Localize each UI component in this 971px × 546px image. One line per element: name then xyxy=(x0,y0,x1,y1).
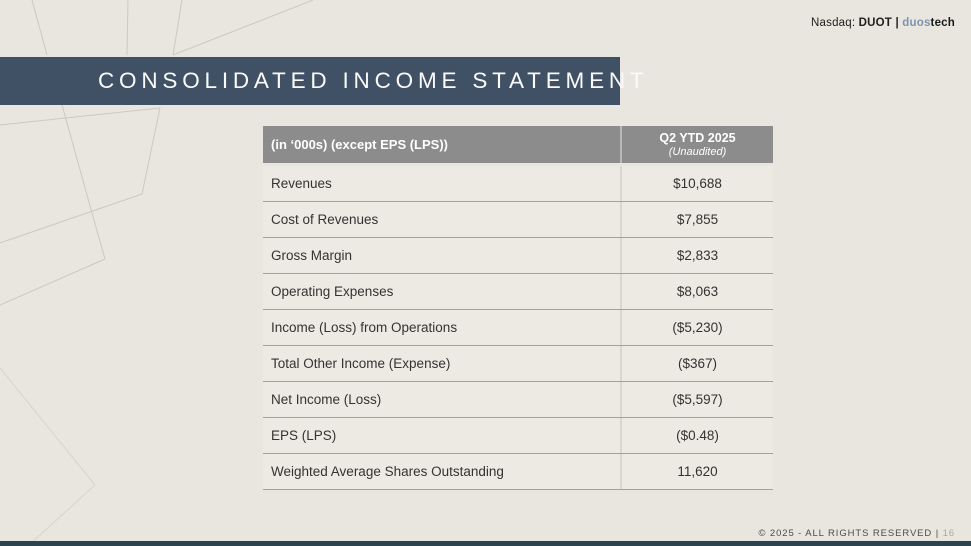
bottom-accent-bar xyxy=(0,541,971,546)
table-body xyxy=(263,166,773,490)
table-row xyxy=(263,202,773,238)
ticker-separator: | xyxy=(892,17,903,29)
table-row xyxy=(263,310,773,346)
row-value: ($0.48) xyxy=(620,418,773,453)
unaudited-note: (Unaudited) xyxy=(668,145,727,158)
table-row xyxy=(263,166,773,202)
row-value: ($5,230) xyxy=(620,310,773,345)
income-statement-table xyxy=(263,126,773,490)
ticker-line xyxy=(811,17,955,29)
row-label: Total Other Income (Expense) xyxy=(271,356,451,371)
row-value: $2,833 xyxy=(620,238,773,273)
row-value: 11,620 xyxy=(620,454,773,489)
brand-logo-duos: duos xyxy=(902,17,931,29)
table-header-label-col: (in ‘000s) (except EPS (LPS)) xyxy=(271,137,448,152)
row-label: Net Income (Loss) xyxy=(271,392,382,407)
copyright-text: © 2025 - ALL RIGHTS RESERVED | xyxy=(758,528,943,539)
page-title: CONSOLIDATED INCOME STATEMENT xyxy=(98,68,649,93)
table-row xyxy=(263,346,773,382)
table-row xyxy=(263,418,773,454)
row-value: $7,855 xyxy=(620,202,773,237)
row-label: Weighted Average Shares Outstanding xyxy=(271,464,504,479)
table-row xyxy=(263,454,773,490)
row-label: Income (Loss) from Operations xyxy=(271,320,458,335)
title-banner xyxy=(0,57,649,105)
brand-logo-tech: tech xyxy=(930,17,955,29)
page-number: 16 xyxy=(942,528,955,539)
footer xyxy=(758,528,955,539)
row-label: Cost of Revenues xyxy=(271,212,379,227)
ticker-prefix: Nasdaq: xyxy=(811,17,859,29)
row-label: EPS (LPS) xyxy=(271,428,337,443)
row-label: Gross Margin xyxy=(271,248,353,263)
row-value: ($5,597) xyxy=(620,382,773,417)
ticker-symbol: DUOT xyxy=(858,17,893,29)
row-label: Operating Expenses xyxy=(271,284,394,299)
row-value: $8,063 xyxy=(620,274,773,309)
period-label: Q2 YTD 2025 xyxy=(659,130,736,145)
table-header-period-col xyxy=(620,126,773,163)
table-row xyxy=(263,238,773,274)
table-row xyxy=(263,382,773,418)
table-header-row xyxy=(263,126,773,163)
row-value: ($367) xyxy=(620,346,773,381)
row-value: $10,688 xyxy=(620,166,773,201)
row-label: Revenues xyxy=(271,176,332,191)
table-row xyxy=(263,274,773,310)
